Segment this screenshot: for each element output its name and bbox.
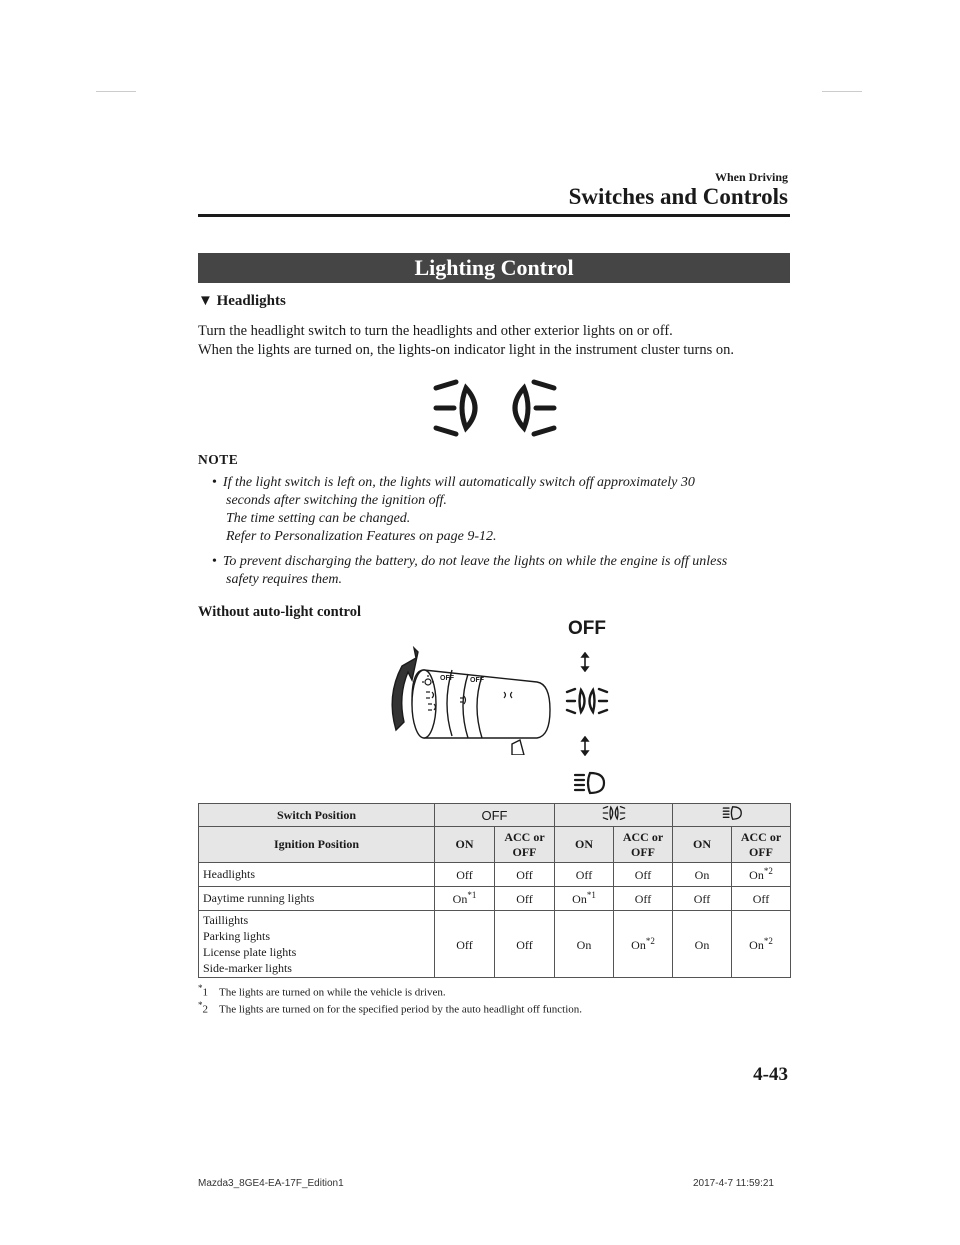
table-cell: Off	[495, 863, 555, 887]
table-cell: On$^{*2}$	[614, 911, 673, 978]
lights-on-indicator-icon	[430, 378, 560, 438]
note-line: The time setting can be changed.	[226, 511, 411, 526]
table-cell: On	[555, 911, 614, 978]
footer-timestamp: 2017-4-7 11:59:21	[693, 1178, 774, 1189]
table-cell: Off	[495, 911, 555, 978]
ignition-acc-off: ACC or OFF	[614, 827, 673, 863]
note-item: • To prevent discharging the battery, do not leave the lights on while the engine is off unless	[212, 554, 728, 569]
ignition-acc-off: ACC or OFF	[495, 827, 555, 863]
row-label: Daytime running lights	[199, 887, 435, 911]
note-item: • If the light switch is left on, the lights will automatically switch off approximately 30	[212, 475, 695, 490]
table-cell: Off	[435, 911, 495, 978]
bullet: •	[212, 475, 217, 490]
intro-line: When the lights are turned on, the lights-on indicator light in the instrument cluster turns on.	[198, 342, 734, 358]
parking-lights-icon	[599, 805, 629, 821]
ignition-on: ON	[673, 827, 732, 863]
table-cell: Off	[614, 863, 673, 887]
footnote: *1 The lights are turned on while the vehicle is driven.	[198, 983, 446, 999]
headlights-icon	[572, 770, 606, 796]
header-rule	[198, 214, 790, 217]
section-label: When Driving	[714, 170, 788, 184]
page-number: 4-43	[753, 1064, 788, 1085]
ignition-on: ON	[555, 827, 614, 863]
ignition-acc-off: ACC or OFF	[732, 827, 791, 863]
table-cell: Off	[614, 887, 673, 911]
chapter-banner: Lighting Control	[198, 253, 790, 283]
svg-text:OFF: OFF	[440, 675, 454, 682]
illustration-label: Without auto-light control	[198, 604, 362, 620]
footnote: *2 The lights are turned on for the specified period by the auto headlight off function.	[198, 1000, 582, 1016]
table-row	[199, 863, 791, 887]
crop-mark	[96, 91, 136, 92]
updown-arrow-icon	[578, 652, 592, 672]
table-cell: Off	[435, 863, 495, 887]
ignition-position-row	[199, 827, 791, 863]
table-cell: On$^{*1}$	[435, 887, 495, 911]
switch-position-row	[199, 804, 791, 827]
table-cell: On$^{*1}$	[555, 887, 614, 911]
table-cell: On	[673, 863, 732, 887]
section-title: Switches and Controls	[568, 184, 788, 209]
updown-arrow-icon	[578, 736, 592, 756]
table-row	[199, 911, 791, 978]
note-heading: NOTE	[198, 452, 239, 467]
off-position-header: OFF	[435, 804, 555, 827]
triangle-marker: ▼	[198, 293, 213, 309]
headlight-switch-lever-illustration	[372, 640, 572, 755]
switch-position-header: Switch Position	[199, 804, 435, 827]
off-position-label: OFF	[568, 618, 606, 639]
ignition-on: ON	[435, 827, 495, 863]
table-cell: Off	[673, 887, 732, 911]
bullet: •	[212, 554, 217, 569]
headlights-position-header	[673, 804, 791, 827]
table-cell: Off	[732, 887, 791, 911]
subheading	[198, 293, 286, 310]
table-cell: On$^{*2}$	[732, 911, 791, 978]
switch-position-table	[198, 803, 791, 978]
parking-position-header	[555, 804, 673, 827]
headlights-icon	[720, 805, 744, 821]
note-line: safety requires them.	[226, 572, 342, 587]
svg-text:OFF: OFF	[470, 677, 484, 684]
note-line: Refer to Personalization Features on page 9-12.	[226, 529, 497, 544]
intro-line: Turn the headlight switch to turn the headlights and other exterior lights on or off.	[198, 323, 673, 339]
subheading-text: Headlights	[216, 293, 286, 309]
table-cell: On$^{*2}$	[732, 863, 791, 887]
row-label: Taillights Parking lights License plate lights Side-marker lights	[199, 911, 435, 978]
ignition-position-header: Ignition Position	[199, 827, 435, 863]
table-row	[199, 887, 791, 911]
crop-mark	[822, 91, 862, 92]
table-cell: Off	[555, 863, 614, 887]
note-line: seconds after switching the ignition off.	[226, 493, 447, 508]
table-cell: Off	[495, 887, 555, 911]
parking-lights-icon	[564, 686, 610, 716]
row-label: Headlights	[199, 863, 435, 887]
footer-doc-id: Mazda3_8GE4-EA-17F_Edition1	[198, 1178, 344, 1189]
table-cell: On	[673, 911, 732, 978]
